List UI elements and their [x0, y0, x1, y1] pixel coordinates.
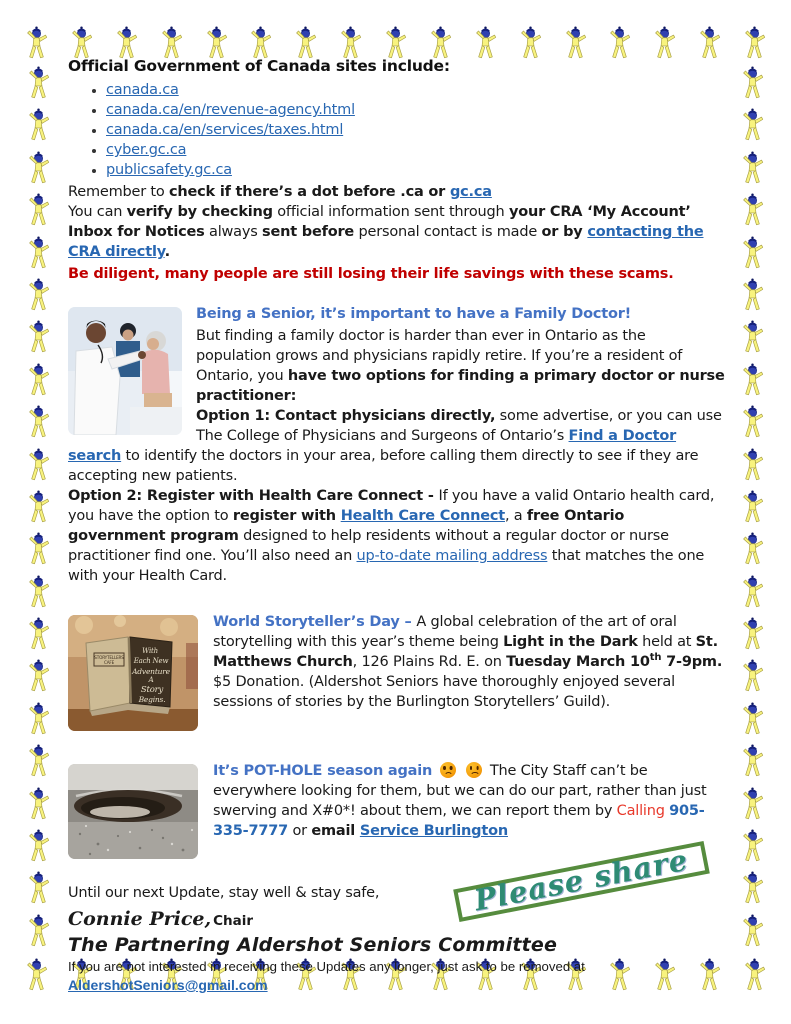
gov-site-link[interactable]: canada.ca	[106, 82, 179, 98]
cheering-figure-icon	[26, 320, 51, 356]
cheering-figure-icon	[26, 914, 51, 950]
text-run: 905-335-7777	[213, 803, 705, 839]
text-run: or	[288, 823, 312, 839]
text-run: , 126 Plains Rd. E. on	[352, 654, 507, 670]
cheering-figure-icon	[740, 871, 765, 907]
gov-sites-section	[68, 56, 725, 284]
committee-name: The Partnering Aldershot Seniors Committee	[68, 934, 558, 956]
cheering-figure-icon	[26, 617, 51, 653]
farewell-line: Until our next Update, stay well & stay safe,	[68, 885, 380, 901]
frowning-face-emoji	[466, 762, 482, 778]
cheering-figure-icon	[26, 787, 51, 823]
cheering-figure-icon	[740, 829, 765, 865]
closing-section	[68, 842, 725, 994]
cheering-figure-icon	[26, 405, 51, 441]
service-burlington-link[interactable]: Service Burlington	[359, 823, 508, 839]
text-run: check if there’s a dot before .ca or	[168, 184, 450, 200]
cheering-figure-icon	[740, 278, 765, 314]
text-run: Calling	[616, 803, 670, 819]
cheering-figure-icon	[24, 26, 49, 62]
gov-link-item	[106, 140, 725, 160]
cheering-figure-icon	[26, 659, 51, 695]
cheering-figure-icon	[24, 958, 49, 994]
text-run: official information sent through	[272, 204, 509, 220]
gc-ca-link[interactable]: gc.ca	[449, 184, 492, 200]
page-text-line: Story	[140, 685, 164, 695]
text-run: St. Matthews Church	[213, 634, 718, 670]
find-a-doctor-link[interactable]: Find a Doctor search	[68, 428, 677, 464]
text-run: Tuesday March 10	[506, 654, 650, 670]
page-text-line: A	[148, 676, 154, 684]
cheering-figure-icon	[26, 702, 51, 738]
cheering-figure-icon	[742, 958, 767, 994]
cheering-figure-icon	[26, 744, 51, 780]
text-run: World Storyteller’s Day –	[213, 614, 417, 630]
storytellers-book-photo	[68, 615, 198, 731]
cheering-figure-icon	[740, 236, 765, 272]
text-run: A global celebration of the art of oral storytelling with this year’s theme being	[213, 614, 677, 650]
text-run: free Ontario government program	[68, 508, 625, 544]
gov-site-link[interactable]: canada.ca/en/revenue-agency.html	[106, 102, 355, 118]
text-run: your CRA ‘My Account’ Inbox for Notices	[68, 204, 691, 240]
cheering-figure-icon	[740, 490, 765, 526]
cheering-figure-icon	[740, 787, 765, 823]
page-text-line: Begins.	[138, 695, 166, 704]
page-text-line: Adventure	[132, 667, 170, 676]
verify-paragraph	[68, 202, 725, 262]
text-run: Option 2: Register with Health Care Connect -	[68, 488, 439, 504]
text-run: th	[649, 652, 662, 664]
gov-site-link[interactable]: canada.ca/en/services/taxes.html	[106, 122, 344, 138]
cheering-figure-icon	[26, 363, 51, 399]
email-link[interactable]: AldershotSeniors@gmail.com	[68, 977, 268, 993]
gov-link-item	[106, 80, 725, 100]
cheering-figure-icon	[26, 236, 51, 272]
gov-site-link[interactable]: publicsafety.gc.ca	[106, 162, 232, 178]
cheering-figure-icon	[740, 363, 765, 399]
gov-site-link[interactable]: cyber.gc.ca	[106, 142, 187, 158]
removal-note: If you are not interested in receiving these Updates any longer, just ask to be removed at	[68, 959, 585, 974]
cheering-figure-icon	[740, 532, 765, 568]
text-run: designed to help residents without a regular doctor or nurse practitioner find one. You’ll also need an	[68, 528, 669, 564]
gov-links-list	[90, 80, 725, 180]
cheering-figure-icon	[740, 448, 765, 484]
signature-role: Chair	[213, 913, 254, 929]
decorative-border-left	[26, 66, 51, 950]
mailing-address-link[interactable]: up-to-date mailing address	[356, 548, 548, 564]
text-run: email	[311, 823, 360, 839]
cheering-figure-icon	[26, 575, 51, 611]
cheering-figure-icon	[26, 108, 51, 144]
text-run: sent before	[262, 224, 355, 240]
cheering-figure-icon	[26, 829, 51, 865]
cheering-figure-icon	[740, 659, 765, 695]
gov-link-item	[106, 160, 725, 180]
text-run: some advertise, or you can use The College of Physicians and Surgeons of Ontario’s	[196, 408, 722, 444]
cheering-figure-icon	[740, 702, 765, 738]
text-run: If you have a valid Ontario health card, you have the option to	[68, 488, 715, 524]
cheering-figure-icon	[26, 448, 51, 484]
text-run: personal contact is made	[354, 224, 542, 240]
text-run: , a	[504, 508, 527, 524]
text-run: You can	[68, 204, 127, 220]
cheering-figure-icon	[740, 405, 765, 441]
frowning-face-emoji	[440, 762, 456, 778]
cheering-figure-icon	[740, 108, 765, 144]
cheering-figure-icon	[740, 744, 765, 780]
contact-cra-link[interactable]: contacting the CRA directly	[68, 224, 704, 260]
gov-link-item	[106, 100, 725, 120]
pothole-section	[68, 761, 725, 861]
photo-label-line1: STORYTELLERS	[94, 655, 124, 660]
please-share-stamp: Please share	[453, 841, 709, 922]
storytellers-day-section	[68, 612, 725, 733]
page-text-line: With	[142, 647, 158, 655]
text-run: It’s POT-HOLE season again	[213, 763, 438, 779]
cheering-figure-icon	[26, 871, 51, 907]
cheering-figure-icon	[740, 151, 765, 187]
text-run: The City Staff can’t be everywhere looking for them, but we can do our part, rather than just swerving and X#0*! about them, we can report them by	[213, 763, 707, 819]
cheering-figure-icon	[740, 320, 765, 356]
cheering-figure-icon	[26, 193, 51, 229]
text-run: held at	[637, 634, 696, 650]
gov-link-item	[106, 120, 725, 140]
text-run: that matches the one with your Health Card.	[68, 548, 705, 584]
text-run	[459, 763, 463, 779]
signature-name: Connie Price,	[68, 908, 212, 930]
cheering-figure-icon	[26, 532, 51, 568]
decorative-border-right	[740, 66, 765, 950]
family-doctor-heading: Being a Senior, it’s important to have a Family Doctor!	[196, 306, 632, 322]
text-run: to identify the doctors in your area, before calling them directly to see if they are accepting new patients.	[68, 448, 699, 484]
family-doctor-option-2	[68, 486, 725, 586]
newsletter-page	[68, 56, 725, 994]
text-run: Option 1: Contact physicians directly,	[196, 408, 496, 424]
text-run: verify by checking	[126, 204, 273, 220]
text-run: .	[164, 244, 170, 260]
family-doctor-section	[68, 304, 725, 586]
text-run: have two options for finding a primary doctor or nurse practitioner:	[196, 368, 725, 404]
gov-sites-heading: Official Government of Canada sites include:	[68, 57, 450, 75]
signature-line	[68, 909, 725, 931]
cheering-figure-icon	[742, 26, 767, 62]
cheering-figure-icon	[740, 617, 765, 653]
text-run: Remember to	[68, 184, 169, 200]
cheering-figure-icon	[740, 914, 765, 950]
page-text-line: Each New	[133, 657, 169, 665]
cheering-figure-icon	[26, 66, 51, 102]
pothole-photo	[68, 764, 198, 859]
photo-label-line2: CAFE	[103, 660, 115, 665]
text-run: always	[204, 224, 263, 240]
text-run: $5 Donation. (Aldershot Seniors have thoroughly enjoyed several sessions of stories by the Burlington Storytellers’ Guild).	[213, 674, 675, 710]
text-run: Light in the Dark	[503, 634, 638, 650]
remember-line	[68, 182, 725, 202]
cheering-figure-icon	[26, 490, 51, 526]
text-run: or by	[541, 224, 588, 240]
doctor-exam-photo	[68, 307, 182, 435]
cheering-figure-icon	[740, 193, 765, 229]
text-run: But finding a family doctor is harder than ever in Ontario as the population grows and physicians rapidly retire. If you’re a resident of Ontario, you	[196, 328, 683, 384]
health-care-connect-link[interactable]: Health Care Connect	[340, 508, 505, 524]
cheering-figure-icon	[26, 278, 51, 314]
text-run: 7-9pm.	[661, 654, 723, 670]
cheering-figure-icon	[740, 575, 765, 611]
cheering-figure-icon	[26, 151, 51, 187]
cheering-figure-icon	[740, 66, 765, 102]
scam-warning: Be diligent, many people are still losing their life savings with these scams.	[68, 266, 674, 282]
email-line	[68, 976, 725, 994]
text-run: register with	[232, 508, 341, 524]
